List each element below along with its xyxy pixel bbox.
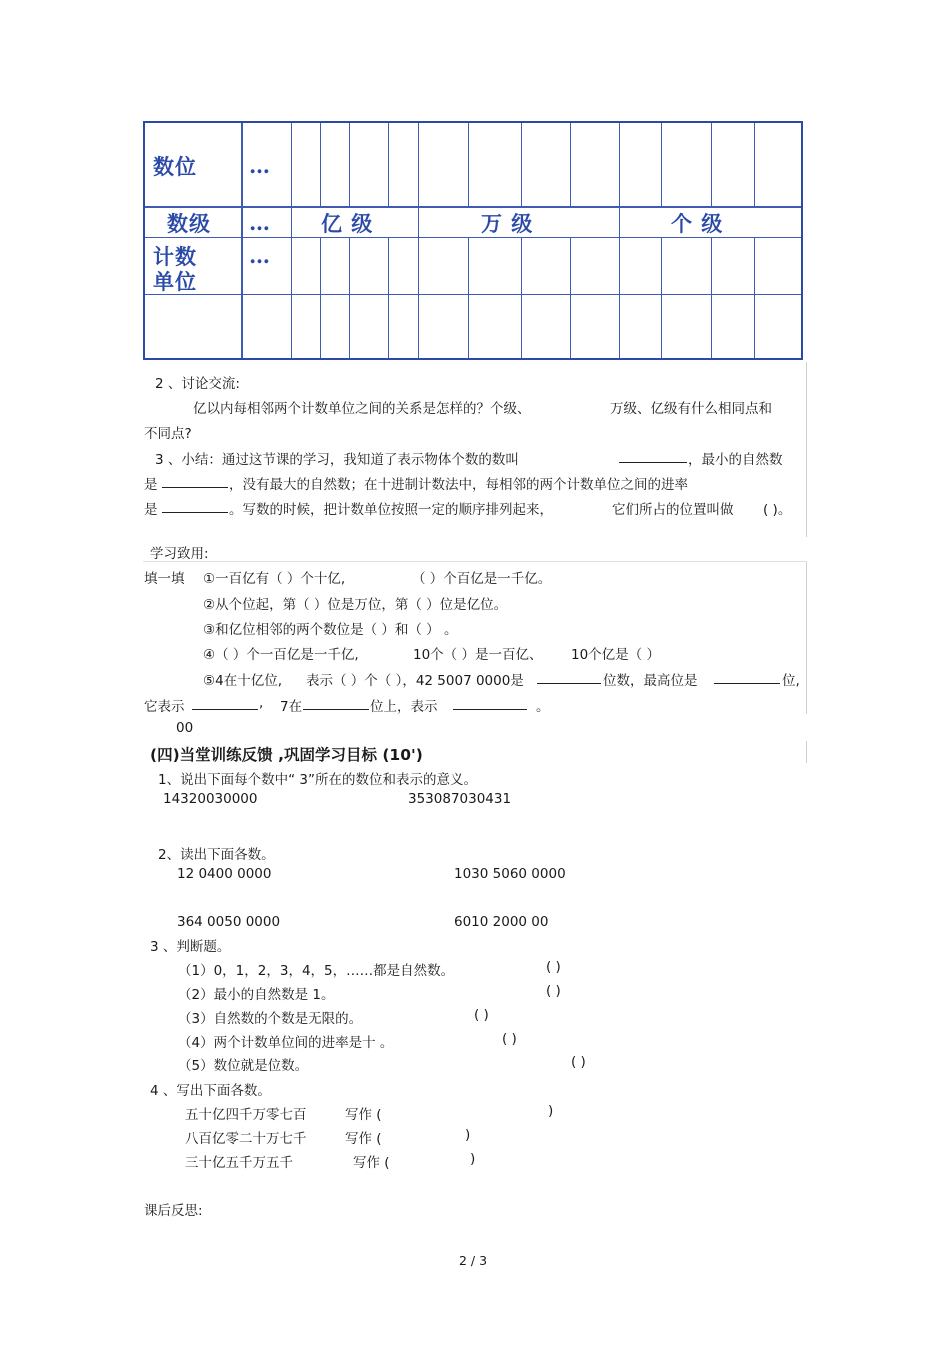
summary-line2: ，没有最大的自然数；在十进制计数法中，每相邻的两个计数单位之间的进率 xyxy=(229,477,688,493)
practice-q4: ④（ ）个一百亿是一千亿, xyxy=(203,647,359,663)
row-label-digit-position: 数位 xyxy=(153,154,197,179)
practice-q3: ③和亿位相邻的两个数位是（ ）和（ ） 。 xyxy=(203,622,458,638)
s4-q2-number: 364 0050 0000 xyxy=(177,914,281,930)
table-rule xyxy=(754,123,755,206)
table-rule xyxy=(145,294,801,295)
answer-blank[interactable] xyxy=(192,697,258,710)
write-item: 三十亿五千万五千 xyxy=(185,1155,293,1171)
table-rule xyxy=(711,123,712,206)
judge-answer[interactable]: ( ) xyxy=(546,959,561,975)
table-rule xyxy=(349,123,350,206)
judge-answer[interactable]: ( ) xyxy=(571,1054,586,1070)
judge-answer[interactable]: ( ) xyxy=(474,1007,489,1023)
summary-line3-start: 是 xyxy=(144,502,158,518)
table-rule xyxy=(388,237,389,358)
s4-q3: 3 、判断题。 xyxy=(150,939,231,955)
s4-q1-number: 353087030431 xyxy=(408,791,512,807)
discussion-question-a: 亿以内每相邻两个计数单位之间的关系是怎样的？个级、 xyxy=(193,401,531,417)
row-label-digit-class: 数级 xyxy=(167,211,211,236)
class-label-yi: 亿 级 xyxy=(321,211,374,236)
s4-q1: 1、说出下面每个数中“ 3”所在的数位和表示的意义。 xyxy=(158,772,477,788)
judge-item: （1）0，1，2，3，4，5，……都是自然数。 xyxy=(178,963,455,979)
answer-blank[interactable] xyxy=(162,500,228,513)
table-rule xyxy=(661,237,662,358)
place-value-table xyxy=(143,121,803,360)
judge-item: （2）最小的自然数是 1。 xyxy=(178,987,335,1003)
table-rule xyxy=(754,237,755,358)
ellipsis: … xyxy=(249,153,271,178)
practice-q5-seven: 7在 xyxy=(280,699,303,715)
write-item: 五十亿四千万零七百 xyxy=(185,1107,307,1123)
ellipsis: … xyxy=(249,210,271,235)
summary-line3: 。写数的时候，把计数单位按照一定的顺序排列起来， xyxy=(229,502,553,518)
table-rule xyxy=(570,123,571,206)
summary-line1-end: ，最小的自然数 xyxy=(688,452,783,468)
practice-q5d: 位, xyxy=(782,673,800,689)
practice-label: 填一填 xyxy=(144,571,185,587)
judge-item: （5）数位就是位数。 xyxy=(178,1058,309,1074)
table-rule xyxy=(521,123,522,206)
judge-answer[interactable]: ( ) xyxy=(502,1031,517,1047)
divider xyxy=(143,561,807,562)
table-rule xyxy=(468,123,469,206)
table-rule xyxy=(291,123,292,358)
answer-blank[interactable] xyxy=(453,697,527,710)
practice-q4c: 10个亿是（ ） xyxy=(571,647,660,663)
table-rule xyxy=(661,123,662,206)
practice-q5-end: 。 xyxy=(536,699,550,715)
page-number: 2 / 3 xyxy=(459,1253,488,1268)
write-label: 写作 ( xyxy=(345,1131,382,1147)
practice-q5-position: 位上，表示 xyxy=(370,699,438,715)
summary-line3-paren: ( )。 xyxy=(763,502,792,518)
write-item: 八百亿零二十万七千 xyxy=(185,1131,307,1147)
table-rule xyxy=(619,123,620,358)
write-label: 写作 ( xyxy=(345,1107,382,1123)
judge-item: （3）自然数的个数是无限的。 xyxy=(178,1011,363,1027)
s4-q2-number: 12 0400 0000 xyxy=(177,866,272,882)
ellipsis: … xyxy=(249,243,271,268)
summary-line1: 3 、小结：通过这节课的学习，我知道了表示物体个数的数叫 xyxy=(155,452,519,468)
write-close: ) xyxy=(465,1127,471,1143)
margin-bar xyxy=(806,362,807,537)
discussion-question-c: 不同点? xyxy=(144,426,192,442)
write-label: 写作 ( xyxy=(353,1155,390,1171)
s4-q4: 4 、写出下面各数。 xyxy=(150,1083,271,1099)
answer-blank[interactable] xyxy=(162,475,228,488)
answer-blank[interactable] xyxy=(537,671,601,684)
table-rule xyxy=(570,237,571,358)
practice-q5c: 位数，最高位是 xyxy=(603,673,698,689)
summary-line3-tail: 它们所占的位置叫做 xyxy=(612,502,734,518)
table-rule xyxy=(418,123,419,358)
table-rule xyxy=(711,237,712,358)
answer-blank[interactable] xyxy=(619,450,687,463)
table-rule xyxy=(241,123,243,358)
table-rule xyxy=(388,123,389,206)
practice-q1: ①一百亿有（ ）个十亿, xyxy=(203,571,346,587)
practice-q1b: （ ）个百亿是一千亿。 xyxy=(412,571,552,587)
discussion-question-b: 万级、亿级有什么相同点和 xyxy=(610,401,772,417)
table-rule xyxy=(320,237,321,358)
row-label-counting-unit-1: 计数 xyxy=(153,244,197,269)
s4-q1-number: 14320030000 xyxy=(163,791,258,807)
s4-q2-number: 6010 2000 00 xyxy=(454,914,549,930)
write-close: ) xyxy=(470,1151,476,1167)
table-rule xyxy=(521,237,522,358)
row-label-counting-unit-2: 单位 xyxy=(153,269,197,294)
margin-bar xyxy=(806,562,807,714)
table-rule xyxy=(320,123,321,206)
practice-q5-comma: , xyxy=(259,695,264,711)
table-rule xyxy=(349,237,350,358)
practice-q5: ⑤4在十亿位, xyxy=(203,673,282,689)
s4-q2: 2、读出下面各数。 xyxy=(158,847,275,863)
practice-q5b: 表示（ ）个（ ），42 5007 0000是 xyxy=(306,673,524,689)
summary-line2-start: 是 xyxy=(144,477,158,493)
stray-text: 00 xyxy=(176,720,194,736)
margin-bar xyxy=(806,741,807,763)
class-label-ge: 个 级 xyxy=(671,211,724,236)
practice-q5-line2: 它表示 xyxy=(144,699,185,715)
answer-blank[interactable] xyxy=(303,697,369,710)
judge-item: （4）两个计数单位间的进率是十 。 xyxy=(178,1035,394,1051)
class-label-wan: 万 级 xyxy=(481,211,534,236)
write-close: ) xyxy=(548,1103,554,1119)
table-rule xyxy=(468,237,469,358)
practice-heading: 学习致用: xyxy=(150,546,209,562)
practice-q4b: 10个（ ）是一百亿、 xyxy=(413,647,543,663)
practice-q2: ②从个位起，第（ ）位是万位，第（ ）位是亿位。 xyxy=(203,597,508,613)
discussion-heading: 2 、讨论交流: xyxy=(155,376,240,392)
section-heading: (四)当堂训练反馈 ,巩固学习目标 (10') xyxy=(150,746,423,764)
judge-answer[interactable]: ( ) xyxy=(546,983,561,999)
answer-blank[interactable] xyxy=(714,671,780,684)
s4-q2-number: 1030 5060 0000 xyxy=(454,866,566,882)
reflection-label: 课后反思: xyxy=(144,1203,203,1219)
